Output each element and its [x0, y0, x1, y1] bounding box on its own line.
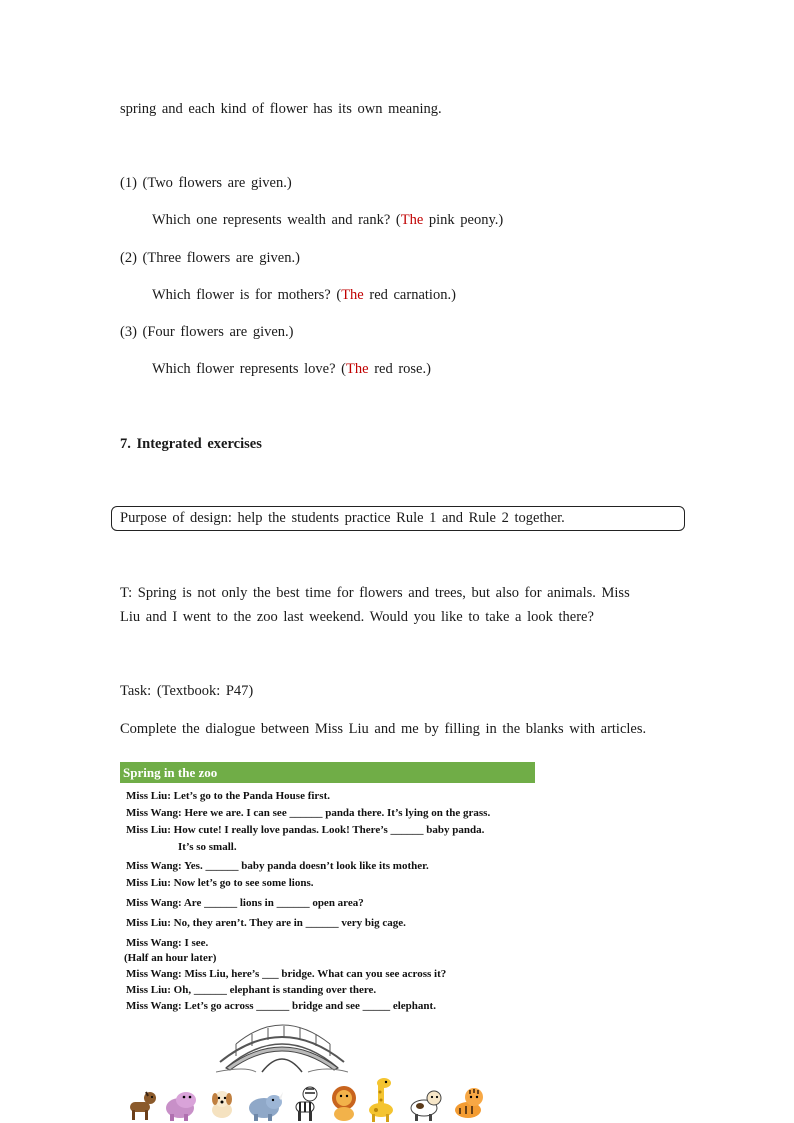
question-1-text: Which one represents wealth and rank? (: [152, 212, 401, 228]
task-line: Task: (Textbook: P47): [120, 683, 254, 699]
dialogue-line: Miss Liu: Oh, ______ elephant is standing over there.: [126, 984, 377, 996]
question-1-given: (1) (Two flowers are given.): [120, 175, 292, 191]
rhino-icon: [246, 1088, 284, 1122]
instruction-line: Complete the dialogue between Miss Liu and me by filling in the blanks with articles.: [120, 721, 647, 737]
question-1-answer-rest: pink peony.): [423, 212, 504, 228]
question-3-prompt: [152, 361, 431, 378]
question-3-answer-rest: red rose.): [368, 361, 431, 377]
question-2-answer-rest: red carnation.): [363, 287, 456, 303]
purpose-box: [111, 506, 685, 531]
dialogue-line: Miss Liu: No, they aren’t. They are in ______ very big cage.: [126, 917, 406, 929]
dialogue-line: Miss Liu: Let’s go to the Panda House first.: [126, 790, 331, 802]
question-1-prompt: [152, 212, 503, 229]
dialogue-line: Miss Wang: I see.: [126, 937, 209, 949]
dialogue-line: Miss Wang: Let’s go across ______ bridge and see _____ elephant.: [126, 1000, 436, 1012]
dialogue-note: (Half an hour later): [124, 952, 217, 964]
zebra-icon: [290, 1084, 322, 1122]
dialogue-line: Miss Wang: Are ______ lions in ______ open area?: [126, 897, 364, 909]
lion-icon: [326, 1084, 362, 1122]
question-2-text: Which flower is for mothers? (: [152, 287, 342, 303]
purpose-text: Purpose of design: help the students practice Rule 1 and Rule 2 together.: [120, 510, 565, 526]
section-heading: 7. Integrated exercises: [120, 436, 262, 452]
teacher-line-2: Liu and I went to the zoo last weekend. Would you like to take a look there?: [120, 609, 594, 625]
question-2-given: (2) (Three flowers are given.): [120, 250, 300, 266]
cow-icon: [406, 1086, 444, 1122]
dialogue-line: Miss Wang: Miss Liu, here’s ___ bridge. What can you see across it?: [126, 968, 447, 980]
dialogue-line: Miss Liu: How cute! I really love pandas. Look! There’s ______ baby panda.: [126, 824, 485, 836]
intro-line: spring and each kind of flower has its own meaning.: [120, 101, 442, 117]
question-2-prompt: [152, 287, 456, 304]
teacher-line-1: T: Spring is not only the best time for flowers and trees, but also for animals. Miss: [120, 585, 630, 601]
dialogue-line: Miss Wang: Yes. ______ baby panda doesn’t look like its mother.: [126, 860, 429, 872]
question-3-answer-article: The: [346, 361, 369, 377]
animals-row: [122, 1072, 536, 1122]
question-2-answer-article: The: [341, 287, 364, 303]
question-1-answer-article: The: [400, 212, 424, 228]
bridge-illustration: [216, 1016, 348, 1074]
dialogue-line: It’s so small.: [178, 841, 237, 853]
dog-icon: [206, 1088, 240, 1122]
giraffe-icon: [364, 1076, 400, 1122]
dialogue-line: Miss Wang: Here we are. I can see ______ panda there. It’s lying on the grass.: [126, 807, 491, 819]
tiger-icon: [450, 1084, 488, 1122]
zoo-dialogue-image: [120, 762, 536, 1122]
dialogue-line: Miss Liu: Now let’s go to see some lions.: [126, 877, 314, 889]
question-3-text: Which flower represents love? (: [152, 361, 347, 377]
zoo-header: Spring in the zoo: [120, 762, 535, 783]
hippo-icon: [162, 1088, 200, 1122]
question-3-given: (3) (Four flowers are given.): [120, 324, 294, 340]
horse-icon: [124, 1088, 158, 1122]
